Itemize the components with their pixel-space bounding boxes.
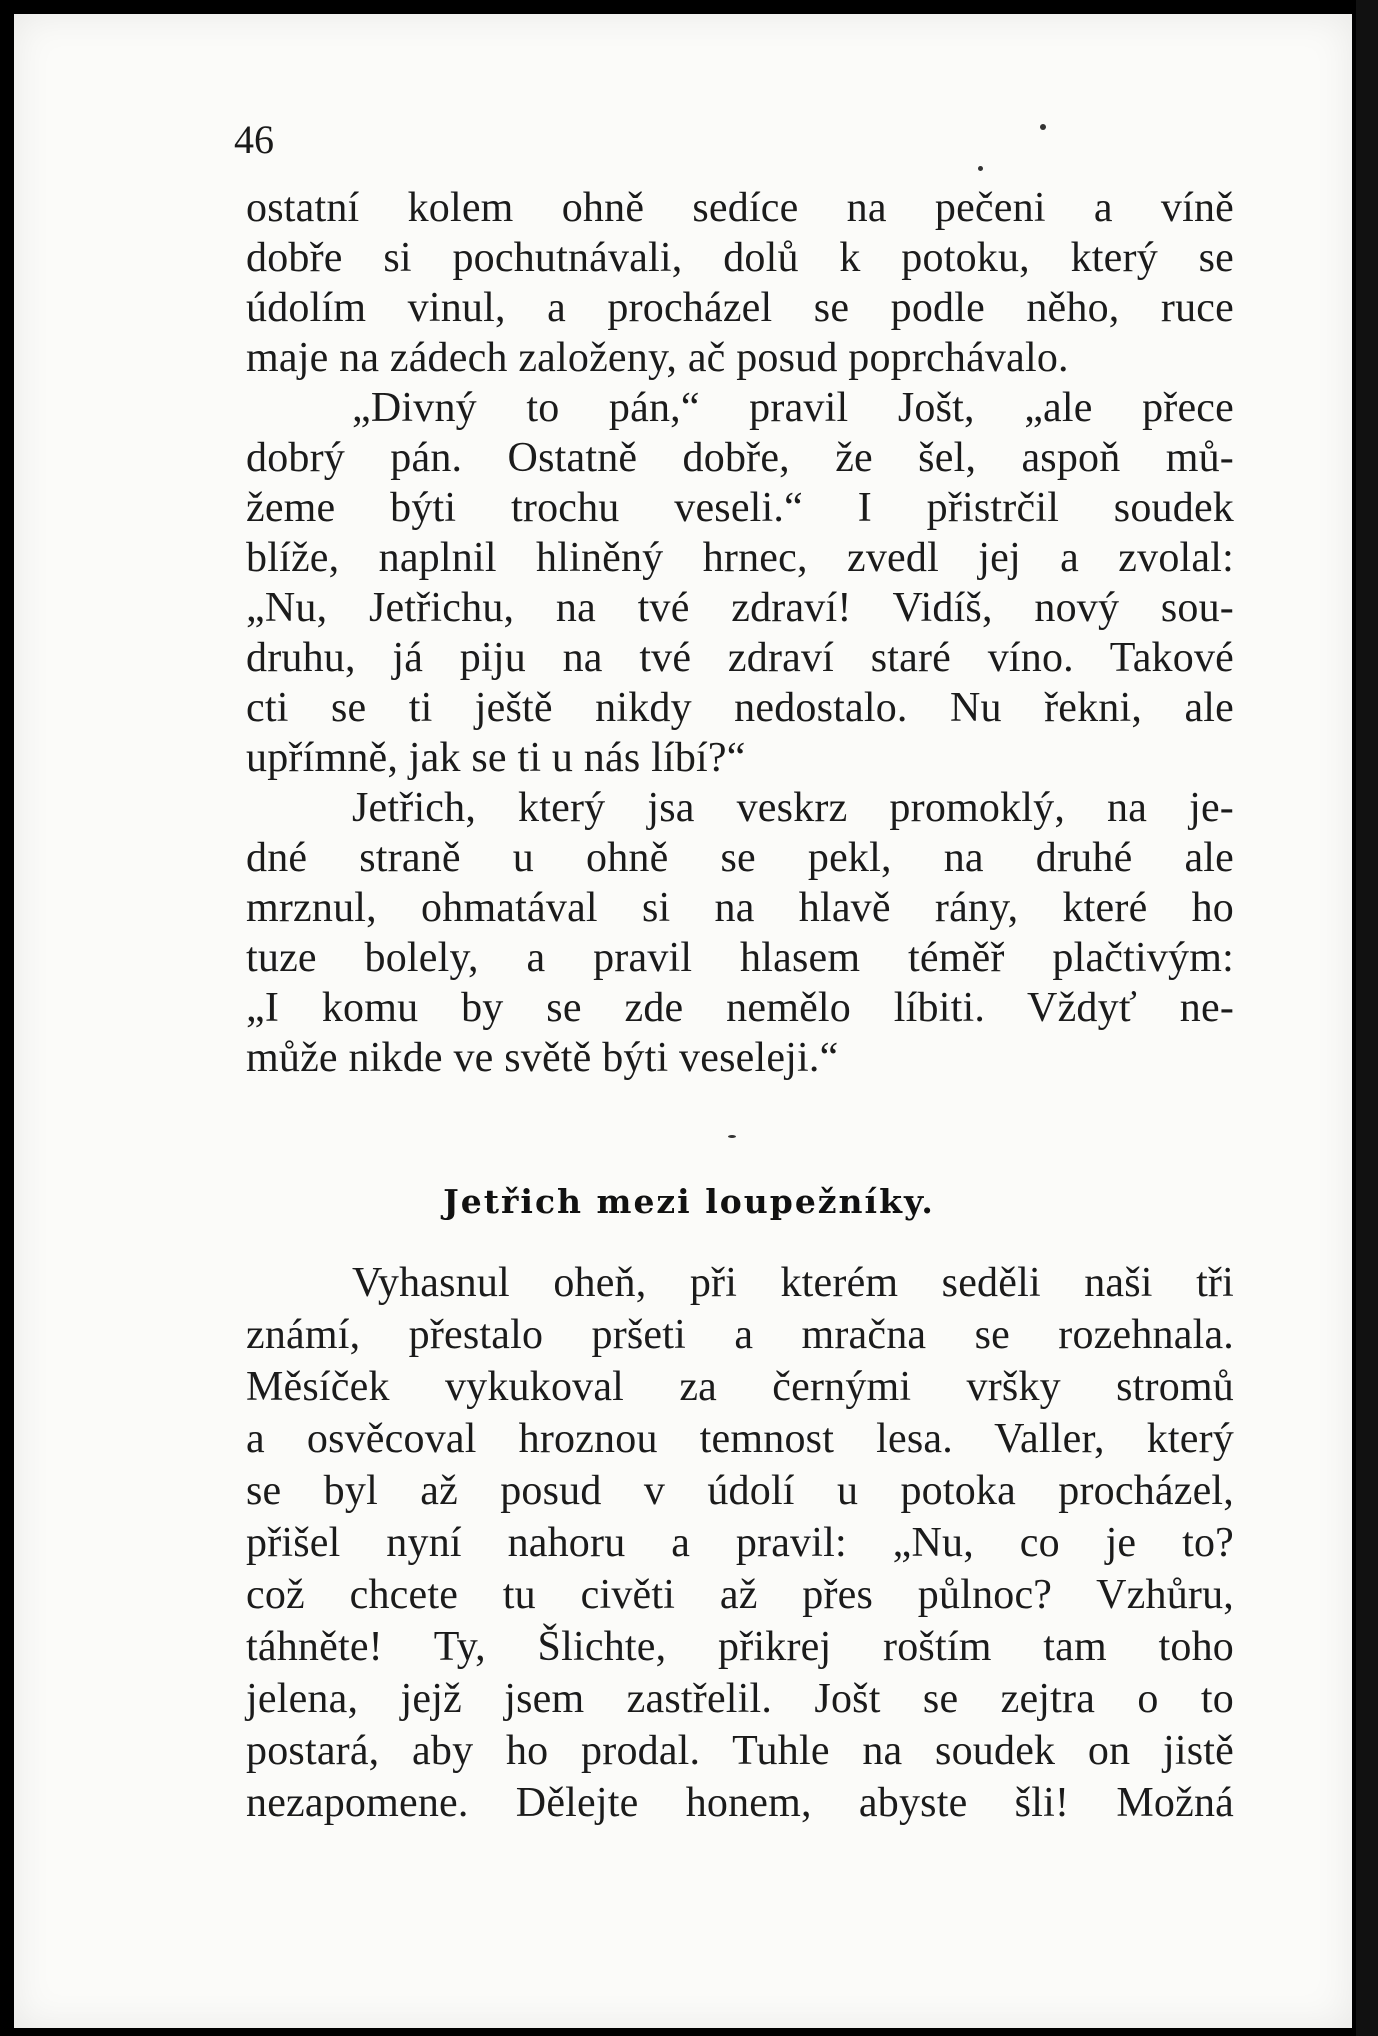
ink-speck [1040,124,1046,130]
text-line: dobře si pochutnávali, dolů k potoku, který se [246,235,1234,281]
text-line: žeme býti trochu veseli.“ I přistrčil soudek [246,485,1234,531]
text-line: Jetřich, který jsa veskrz promoklý, na je- [352,785,1234,831]
text-line: může nikde ve světě býti veseleji.“ [246,1035,839,1081]
text-line: se byl až posud v údolí u potoka procházel, [246,1468,1234,1514]
ink-speck [978,166,983,171]
text-line: ostatní kolem ohně sedíce na pečeni a víně [246,185,1234,231]
ink-speck [728,1135,736,1138]
text-line: tuze bolely, a pravil hlasem téměř plačtivým: [246,935,1234,981]
text-line: cti se ti ještě nikdy nedostalo. Nu řekni, ale [246,685,1234,731]
text-line: nezapomene. Dělejte honem, abyste šli! Možná [246,1780,1234,1826]
text-line: „I komu by se zde nemělo líbiti. Vždyť ne- [246,985,1234,1031]
text-line: upřímně, jak se ti u nás líbí?“ [246,735,746,781]
text-line: blíže, naplnil hliněný hrnec, zvedl jej a zvolal: [246,535,1234,581]
text-line: a osvěcoval hroznou temnost lesa. Valler, který [246,1416,1234,1462]
text-line: druhu, já piju na tvé zdraví staré víno. Takové [246,635,1234,681]
section-heading: Jetřich mezi loupežníky. [443,1182,935,1221]
text-line: Měsíček vykukoval za černými vršky stromů [246,1364,1234,1410]
text-line: postará, aby ho prodal. Tuhle na soudek on jistě [246,1728,1234,1774]
text-line: dné straně u ohně se pekl, na druhé ale [246,835,1234,881]
text-line: přišel nyní nahoru a pravil: „Nu, co je to? [246,1520,1234,1566]
page-edge [1356,0,1378,2036]
text-line: což chcete tu civěti až přes půlnoc? Vzhůru, [246,1572,1234,1618]
text-line: „Nu, Jetřichu, na tvé zdraví! Vidíš, nový sou- [246,585,1234,631]
text-line: „Divný to pán,“ pravil Jošt, „ale přece [352,385,1234,431]
text-line: táhněte! Ty, Šlichte, přikrej roštím tam toho [246,1624,1234,1670]
text-line: známí, přestalo pršeti a mračna se rozehnala. [246,1312,1234,1358]
text-line: údolím vinul, a procházel se podle něho, ruce [246,285,1234,331]
text-line: Vyhasnul oheň, při kterém seděli naši tři [352,1260,1234,1306]
page-number: 46 [234,117,274,162]
text-line: mrznul, ohmatával si na hlavě rány, které ho [246,885,1234,931]
text-line: dobrý pán. Ostatně dobře, že šel, aspoň mů- [246,435,1234,481]
text-line: jelena, jejž jsem zastřelil. Jošt se zejtra o to [246,1676,1234,1722]
text-line: maje na zádech založeny, ač posud poprchávalo. [246,335,1069,381]
